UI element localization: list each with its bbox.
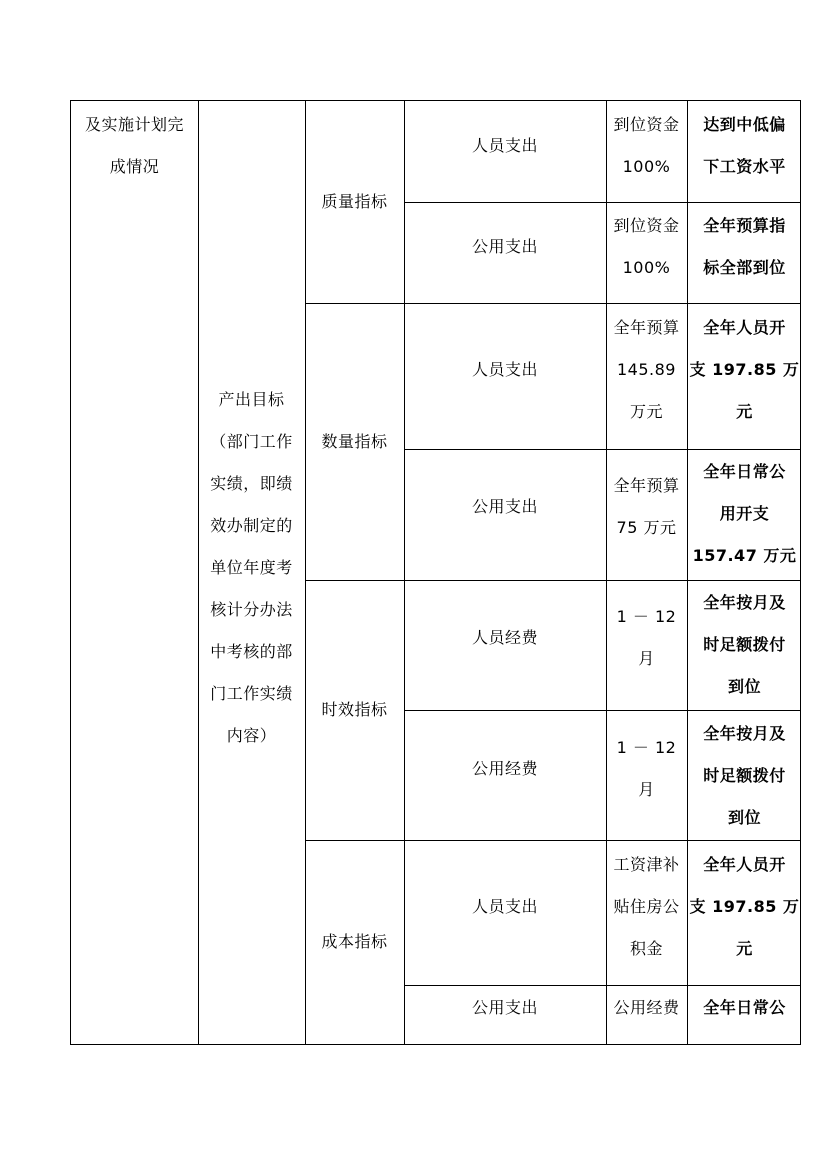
standard-cell: 达到中低偏 下工资水平	[703, 115, 786, 176]
item-name: 公用支出	[471, 497, 538, 516]
indicator-name: 成本指标	[321, 932, 388, 951]
standard-cell: 全年预算指 标全部到位	[703, 216, 786, 277]
col-divider	[305, 101, 306, 1044]
group-divider	[305, 840, 800, 841]
item-name: 人员支出	[471, 897, 538, 916]
value-cell: 全年预算 145.89 万元	[613, 318, 680, 421]
row-divider	[404, 985, 800, 986]
performance-table	[70, 100, 801, 1045]
item-name: 人员支出	[471, 360, 538, 379]
output-goal-label: 产出目标 （部门工作 实绩，即绩 效办制定的 单位年度考 核计分办法 中考核的部 门工作实绩 内容）	[210, 390, 293, 745]
standard-cell: 全年按月及 时足额拨付 到位	[703, 593, 786, 696]
group-divider	[305, 303, 800, 304]
value-cell: 公用经费	[613, 998, 680, 1017]
standard-cell: 全年人员开 支 197.85 万 元	[689, 855, 800, 958]
value-cell: 1 － 12 月	[616, 738, 677, 799]
standard-cell: 全年日常公	[703, 998, 786, 1017]
value-cell: 1 － 12 月	[616, 607, 677, 668]
value-cell: 工资津补 贴住房公 积金	[613, 855, 680, 958]
item-name: 人员经费	[471, 628, 538, 647]
row-divider	[404, 449, 800, 450]
item-name: 公用支出	[471, 998, 538, 1017]
value-cell: 全年预算 75 万元	[613, 476, 680, 537]
group-divider	[305, 580, 800, 581]
standard-cell: 全年按月及 时足额拨付 到位	[703, 724, 786, 827]
indicator-name: 质量指标	[321, 192, 388, 211]
standard-cell: 全年人员开 支 197.85 万 元	[689, 318, 800, 421]
row-divider	[404, 710, 800, 711]
category-label: 及实施计划完 成情况	[84, 115, 184, 176]
row-divider	[404, 202, 800, 203]
indicator-name: 数量指标	[321, 432, 388, 451]
value-cell: 到位资金 100%	[613, 216, 680, 277]
indicator-name: 时效指标	[321, 700, 388, 719]
item-name: 公用支出	[471, 237, 538, 256]
value-cell: 到位资金 100%	[613, 115, 680, 176]
standard-cell: 全年日常公 用开支 157.47 万元	[692, 462, 797, 565]
item-name: 公用经费	[471, 759, 538, 778]
item-name: 人员支出	[471, 136, 538, 155]
